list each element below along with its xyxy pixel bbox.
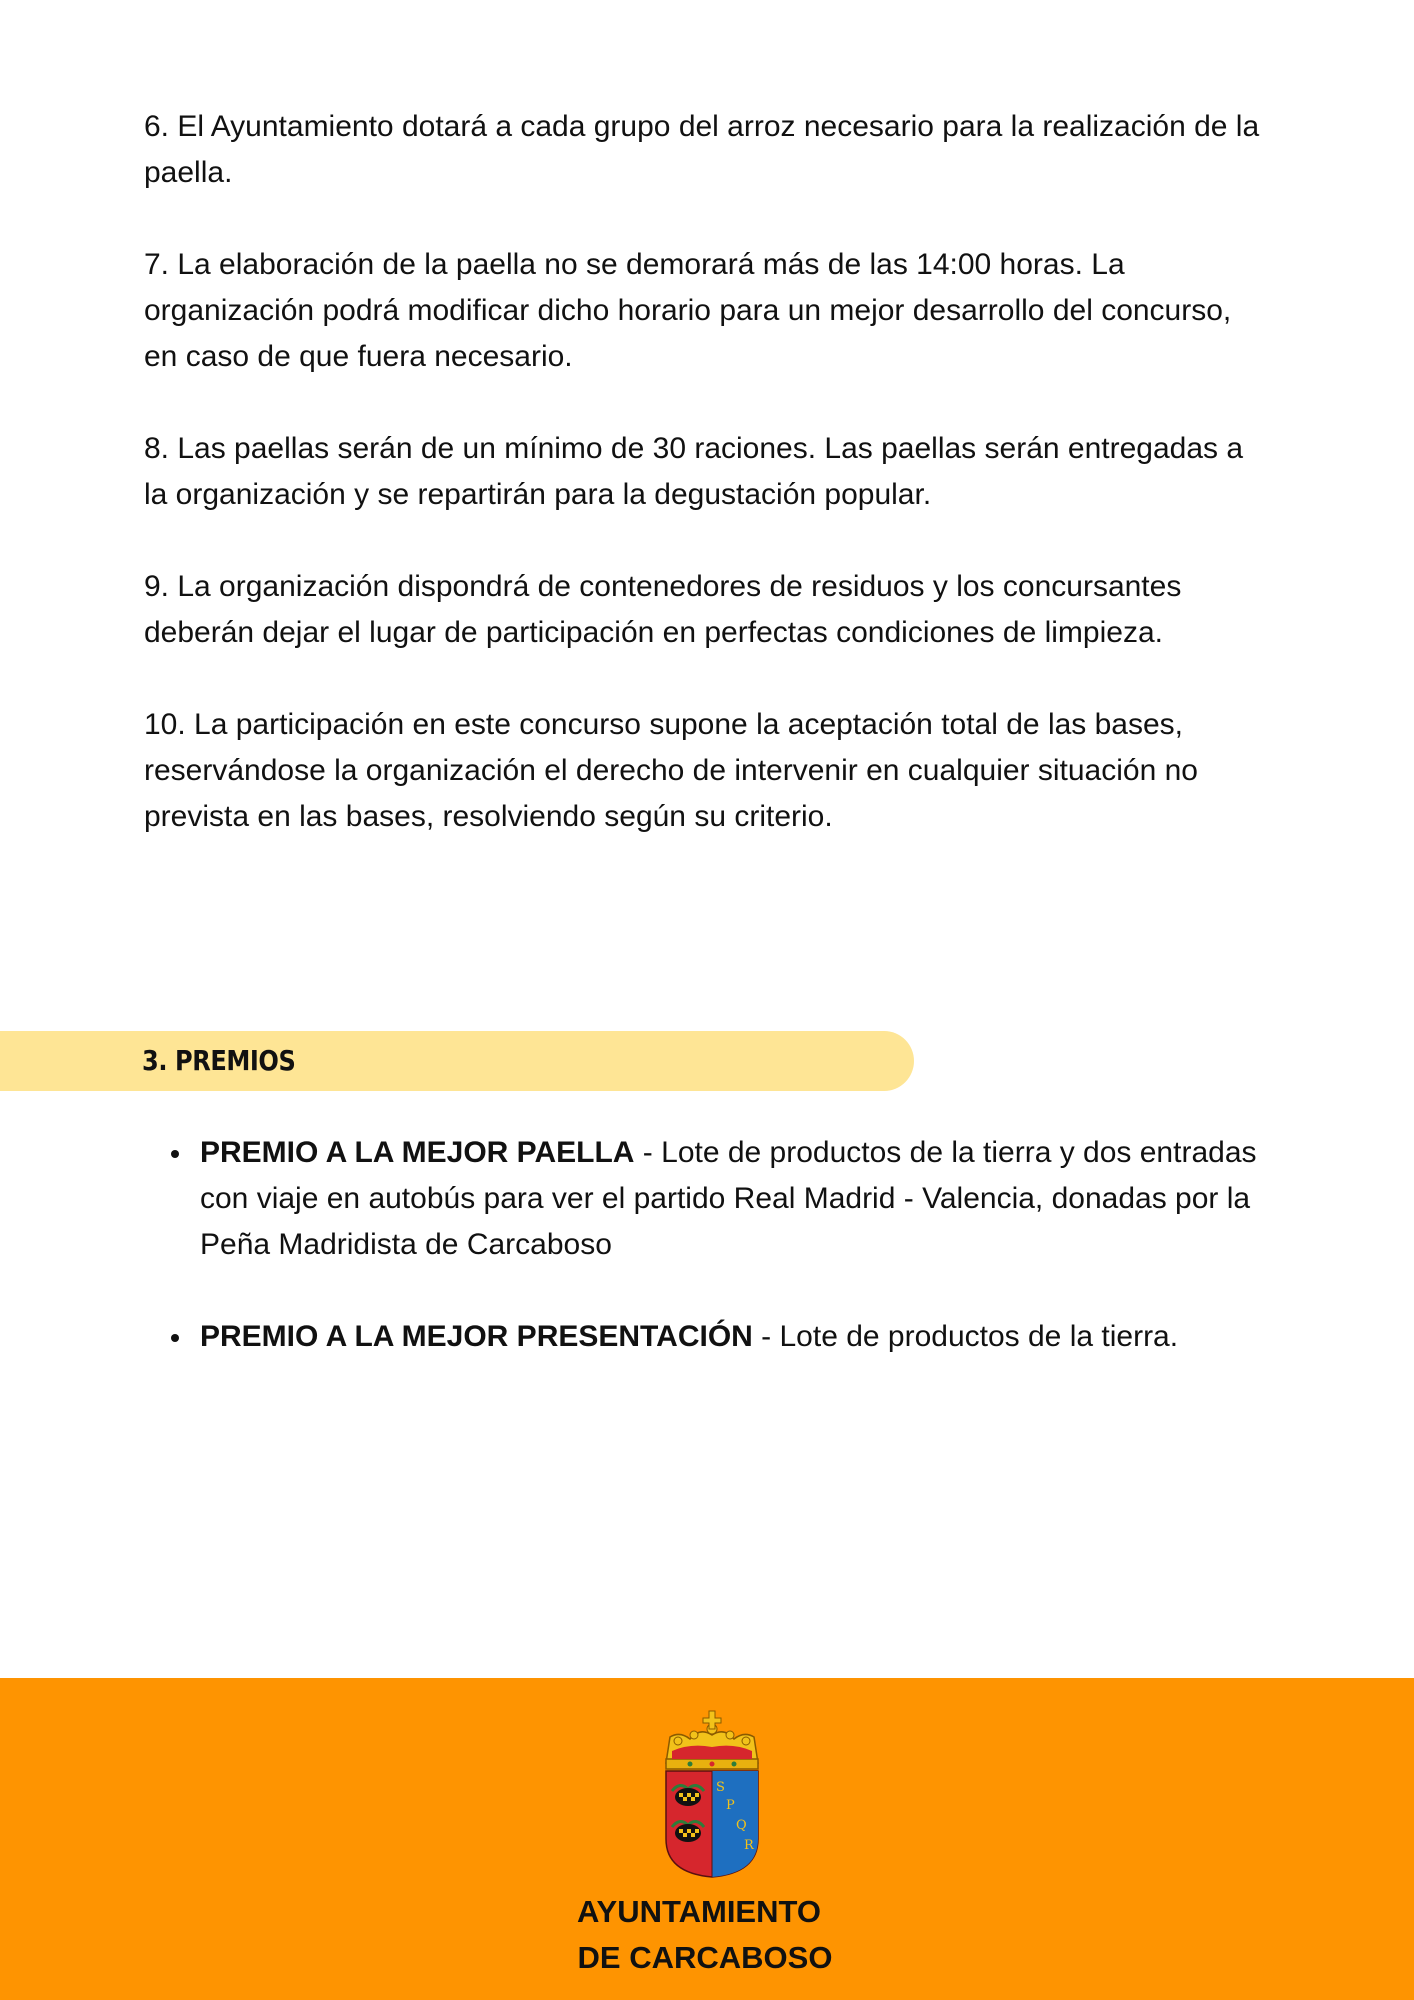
prize-description: - Lote de productos de la tierra. [752, 1320, 1179, 1353]
footer-name-line1: AYUNTAMIENTO [576, 1894, 821, 1929]
footer [0, 1678, 1414, 2000]
rule-7: 7. La elaboración de la paella no se demorará más de las 14:00 horas. La organización podrá modificar dicho horario para un mejor desarrollo del concurso, en caso de que fuera necesario. [144, 248, 1232, 373]
crown-icon [666, 1711, 758, 1769]
rule-10: 10. La participación en este concurso supone la aceptación total de las bases, reservándose la organización el derecho de intervenir en cualquier situación no prevista en las bases, resolviendo según su criterio. [144, 708, 1198, 833]
prize-description: - Lote de productos de la tierra y dos entradas con viaje en autobús para ver el partido Real Madrid - Valencia, donadas por la Peña Madridista de Carcaboso [200, 1136, 1257, 1261]
crest-letter: R [744, 1838, 754, 1853]
crest-letter: S [716, 1780, 725, 1795]
rule-8: 8. Las paellas serán de un mínimo de 30 raciones. Las paellas serán entregadas a la organización y se repartirán para la degustación popular. [144, 432, 1244, 511]
section-title: 3. PREMIOS [142, 1044, 296, 1077]
section-header-band [0, 1031, 914, 1091]
prize-name: PREMIO A LA MEJOR PAELLA [200, 1136, 635, 1169]
rules-list [144, 104, 1264, 886]
footer-name-line2: DE CARCABOSO [577, 1940, 833, 1975]
coat-of-arms-icon [660, 1701, 764, 1879]
crest-letter: P [726, 1798, 735, 1813]
prize-item-best-presentation [200, 1314, 1270, 1360]
rule-9: 9. La organización dispondrá de contenedores de residuos y los concursantes deberán dejar el lugar de participación en perfectas condiciones de limpieza. [144, 570, 1182, 649]
prize-item-best-paella [200, 1130, 1270, 1268]
prizes-list [200, 1130, 1270, 1406]
rule-6: 6. El Ayuntamiento dotará a cada grupo del arroz necesario para la realización de la paella. [144, 110, 1260, 189]
crest-letter: Q [736, 1818, 747, 1833]
prize-name: PREMIO A LA MEJOR PRESENTACIÓN [200, 1320, 753, 1353]
